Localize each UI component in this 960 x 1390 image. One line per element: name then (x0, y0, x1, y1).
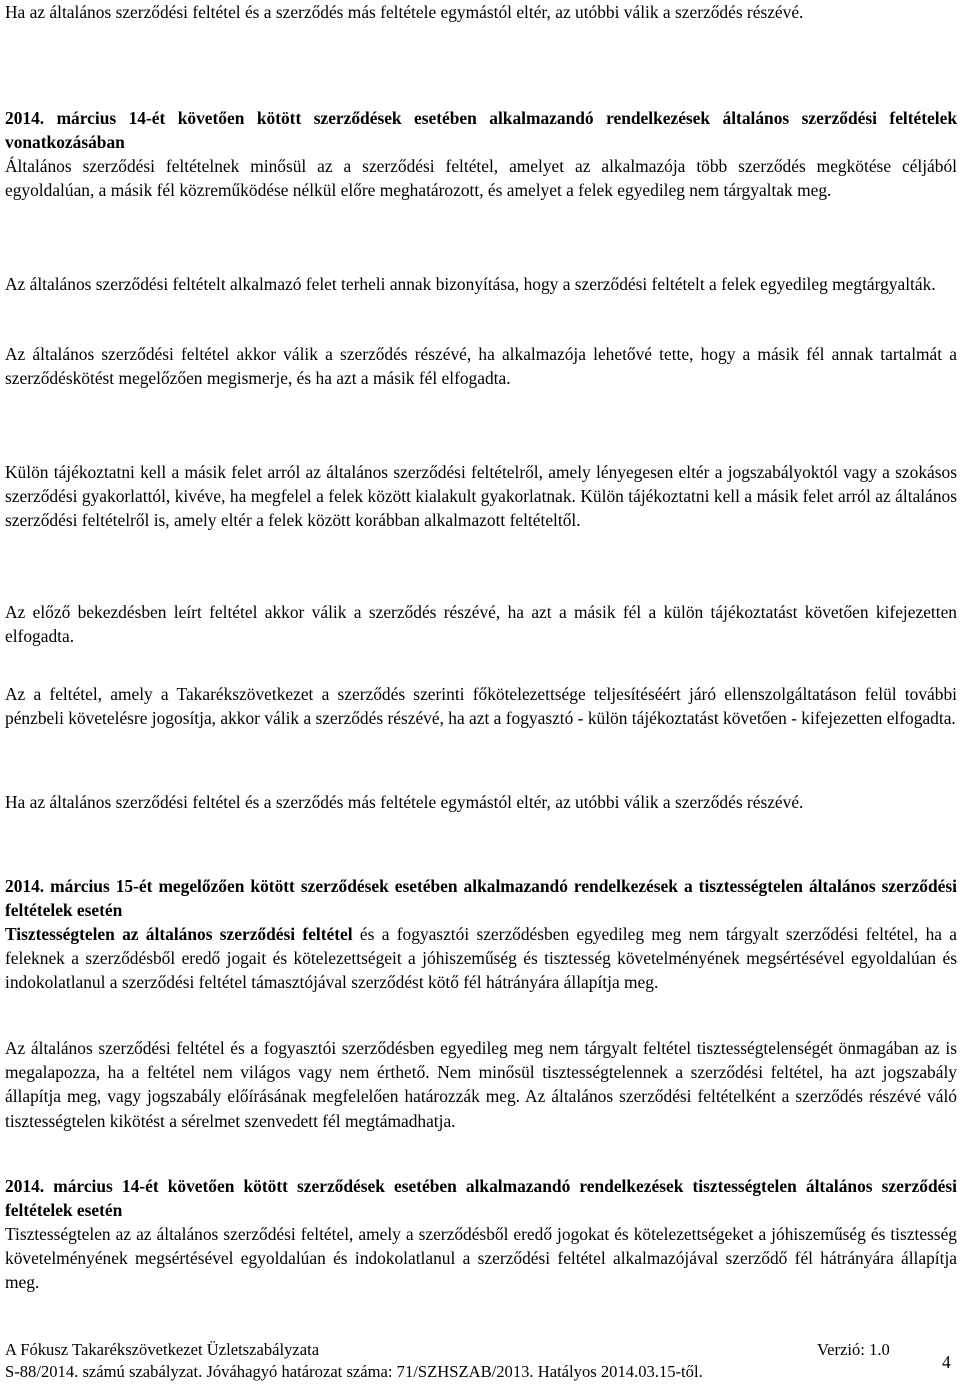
paragraph: Ha az általános szerződési feltétel és a szerződés más feltétele egymástól eltér, az utóbbi válik a szerződés részévé. (5, 2, 804, 22)
section-heading: 2014. március 14-ét követően kötött szerződések esetében alkalmazandó rendelkezések általános szerződési feltételek vonatkozásában (5, 108, 957, 153)
bold-term: Tisztességtelen az általános szerződési feltétel (5, 924, 353, 944)
section-heading: 2014. március 14-ét követően kötött szerződések esetében alkalmazandó rendelkezések tisztességtelen általános szerződési feltételek esetén (5, 1176, 957, 1221)
paragraph: Külön tájékoztatni kell a másik felet arról az általános szerződési feltételről, amely lényegesen eltér a jogszabályoktól vagy a szokásos szerződési gyakorlattól, kivéve, ha megfelel a felek között kialakult gyakorlatnak. Külön tájékoztatni kell a másik felet arról az általános szerződési feltételről is, amely eltér a felek között korábban alkalmazott feltételtől. (5, 462, 957, 531)
footer-title-line (5, 1340, 957, 1360)
paragraph: Az általános szerződési feltétel akkor válik a szerződés részévé, ha alkalmazója lehetővé tette, hogy a másik fél annak tartalmát a szerződéskötést megelőzően megismerje, és ha azt a másik fél elfogadta. (5, 344, 957, 389)
paragraph: Tisztességtelen az az általános szerződési feltétel, amely a szerződésből eredő jogokat és kötelezettségeket a jóhiszeműség és tisztesség követelményének megsértésével egyoldalúan és indokolatlanul a szerződési feltétel alkalmazójával szerződő fél hátrányára állapítja meg. (5, 1224, 957, 1293)
footer-approval: S-88/2014. számú szabályzat. Jóváhagyó határozat száma: 71/SZHSZAB/2013. Hatályos 2014.03.15-től. (5, 1362, 703, 1381)
paragraph: Az általános szerződési feltételt alkalmazó felet terheli annak bizonyítása, hogy a szerződési feltételt a felek egyedileg megtárgyalták. (5, 274, 936, 294)
paragraph (5, 922, 957, 995)
section-heading: 2014. március 15-ét megelőzően kötött szerződések esetében alkalmazandó rendelkezések a tisztességtelen általános szerződési feltételek esetén (5, 876, 957, 921)
page-number: 4 (942, 1352, 951, 1372)
paragraph: Az előző bekezdésben leírt feltétel akkor válik a szerződés részévé, ha azt a másik fél a külön tájékoztatást követően kifejezetten elfogadta. (5, 602, 957, 647)
paragraph: Általános szerződési feltételnek minősül az a szerződési feltétel, amelyet az alkalmazója több szerződés megkötése céljából egyoldalúan, a másik fél közreműködése nélkül előre meghatározott, és amelyet a felek egyedileg nem tárgyaltak meg. (5, 156, 957, 201)
footer-version: Verzió: 1.0 (817, 1340, 890, 1359)
paragraph: Az a feltétel, amely a Takarékszövetkezet a szerződés szerinti főkötelezettsége teljesítéséért járó ellenszolgáltatáson felül további pénzbeli követelésre jogosítja, akkor válik a szerződés részévé, ha azt a fogyasztó - külön tájékoztatást követően - kifejezetten elfogadta. (5, 684, 957, 729)
footer-title: A Fókusz Takarékszövetkezet Üzletszabályzata (5, 1340, 320, 1359)
paragraph-text: és a fogyasztói szerződésben egyedileg meg nem tárgyalt szerződési feltétel, ha a feleknek a szerződésből eredő jogait és kötelezettségeit a jóhiszeműség és tisztesség követelményének megsértésével egyoldalúan és indokolatlanul a szerződési feltétel támasztójával szerződést kötő fél hátrányára állapítja meg. (5, 924, 957, 993)
paragraph: Ha az általános szerződési feltétel és a szerződés más feltétele egymástól eltér, az utóbbi válik a szerződés részévé. (5, 792, 804, 812)
paragraph: Az általános szerződési feltétel és a fogyasztói szerződésben egyedileg meg nem tárgyalt feltétel tisztességtelenségét önmagában az is megalapozza, ha a feltétel nem világos vagy nem érthető. Nem minősül tisztességtelennek a szerződési feltétel, ha azt jogszabály állapítja meg, vagy jogszabály előírásának megfelelően határozzák meg. Az általános szerződési feltételként a szerződés részévé váló tisztességtelen kikötést a sérelmet szenvedett fél megtámadhatja. (5, 1038, 957, 1131)
